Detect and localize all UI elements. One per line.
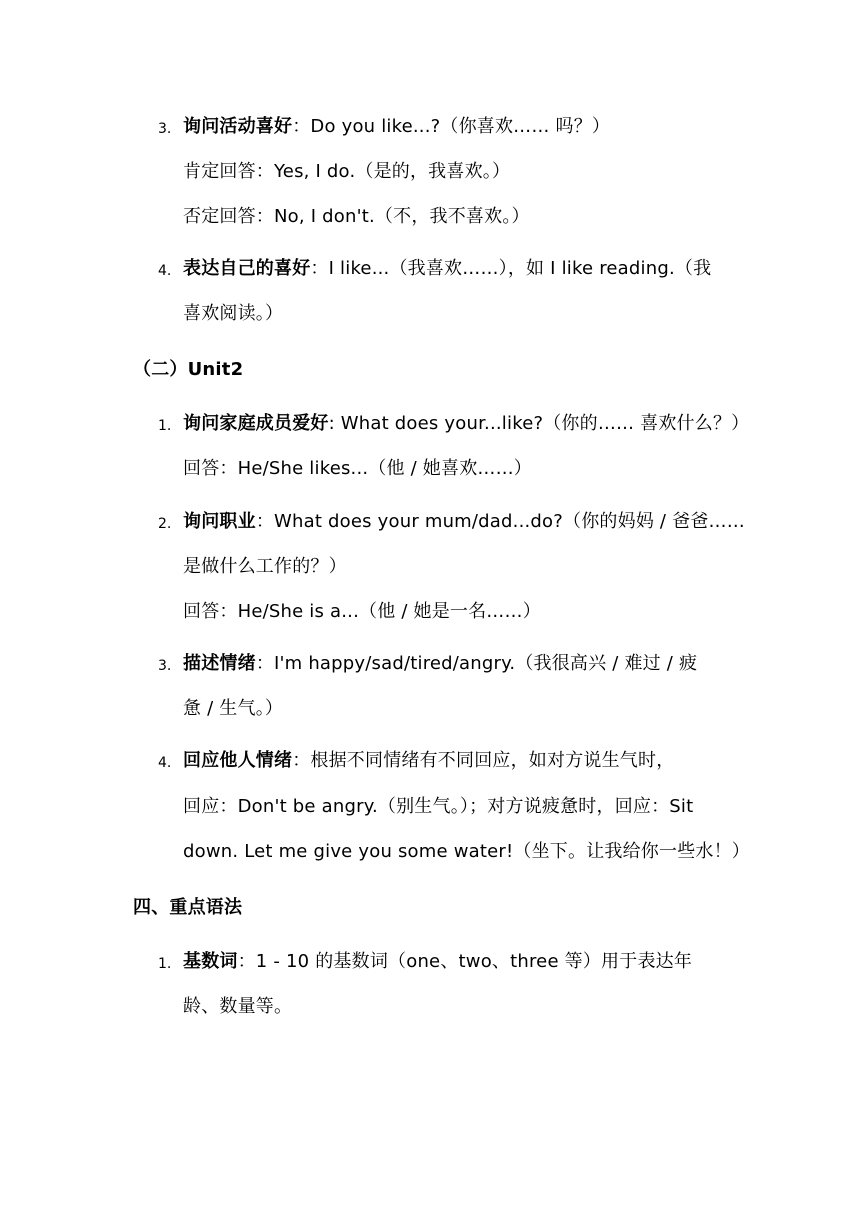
list-number: 3. <box>158 121 172 137</box>
section-heading: 四、重点语法 <box>133 897 243 918</box>
list-item-line <box>183 749 674 773</box>
item-text: ：根据不同情绪有不同回应，如对方说生气时， <box>292 750 675 771</box>
item-label: 询问活动喜好 <box>183 116 293 137</box>
list-item-line: 回应：Don't be angry.（别生气。）；对方说疲惫时，回应：Sit <box>183 796 694 817</box>
list-item-line: 是做什么工作的？） <box>183 556 347 577</box>
list-item-line <box>183 950 692 974</box>
list-item-line <box>183 510 745 534</box>
section-heading: （二）Unit2 <box>133 359 244 380</box>
list-number: 4. <box>158 263 172 279</box>
item-text: ：1 - 10 的基数词（one、two、three 等）用于表达年 <box>237 951 693 972</box>
item-label: 回应他人情绪 <box>183 750 293 771</box>
list-item-line: down. Let me give you some water!（坐下。让我给你一些水！） <box>183 841 750 862</box>
list-number: 3. <box>158 658 172 674</box>
list-number: 1. <box>158 956 172 972</box>
item-label: 基数词 <box>183 951 238 972</box>
item-text: ：Do you like...?（你喜欢…… 吗？） <box>292 116 611 137</box>
item-text: ：I'm happy/sad/tired/angry.（我很高兴 / 难过 / 疲 <box>255 653 698 674</box>
list-item-line <box>183 257 711 281</box>
list-item-line: 回答：He/She likes...（他 / 她喜欢……） <box>183 458 533 479</box>
item-label: 询问职业 <box>183 511 256 532</box>
list-item-line <box>183 652 697 676</box>
item-text: ：I like...（我喜欢……），如 I like reading.（我 <box>310 258 712 279</box>
list-item-line: 否定回答：No, I don't.（不，我不喜欢。） <box>183 206 530 227</box>
item-text: ：What does your mum/dad...do?（你的妈妈 / 爸爸…… <box>255 511 745 532</box>
list-item-line: 龄、数量等。 <box>183 996 293 1017</box>
item-label: 表达自己的喜好 <box>183 258 311 279</box>
item-label: 描述情绪 <box>183 653 256 674</box>
item-text: : What does your...like?（你的…… 喜欢什么？） <box>328 413 750 434</box>
list-item-line: 喜欢阅读。） <box>183 303 284 324</box>
list-number: 2. <box>158 516 172 532</box>
list-item-line <box>183 115 610 139</box>
list-item-line: 惫 / 生气。） <box>183 698 284 719</box>
list-number: 4. <box>158 755 172 771</box>
list-item-line <box>183 412 749 436</box>
list-item-line: 肯定回答：Yes, I do.（是的，我喜欢。） <box>183 161 511 182</box>
item-label: 询问家庭成员爱好 <box>183 413 329 434</box>
list-number: 1. <box>158 418 172 434</box>
list-item-line: 回答：He/She is a...（他 / 她是一名……） <box>183 601 541 622</box>
